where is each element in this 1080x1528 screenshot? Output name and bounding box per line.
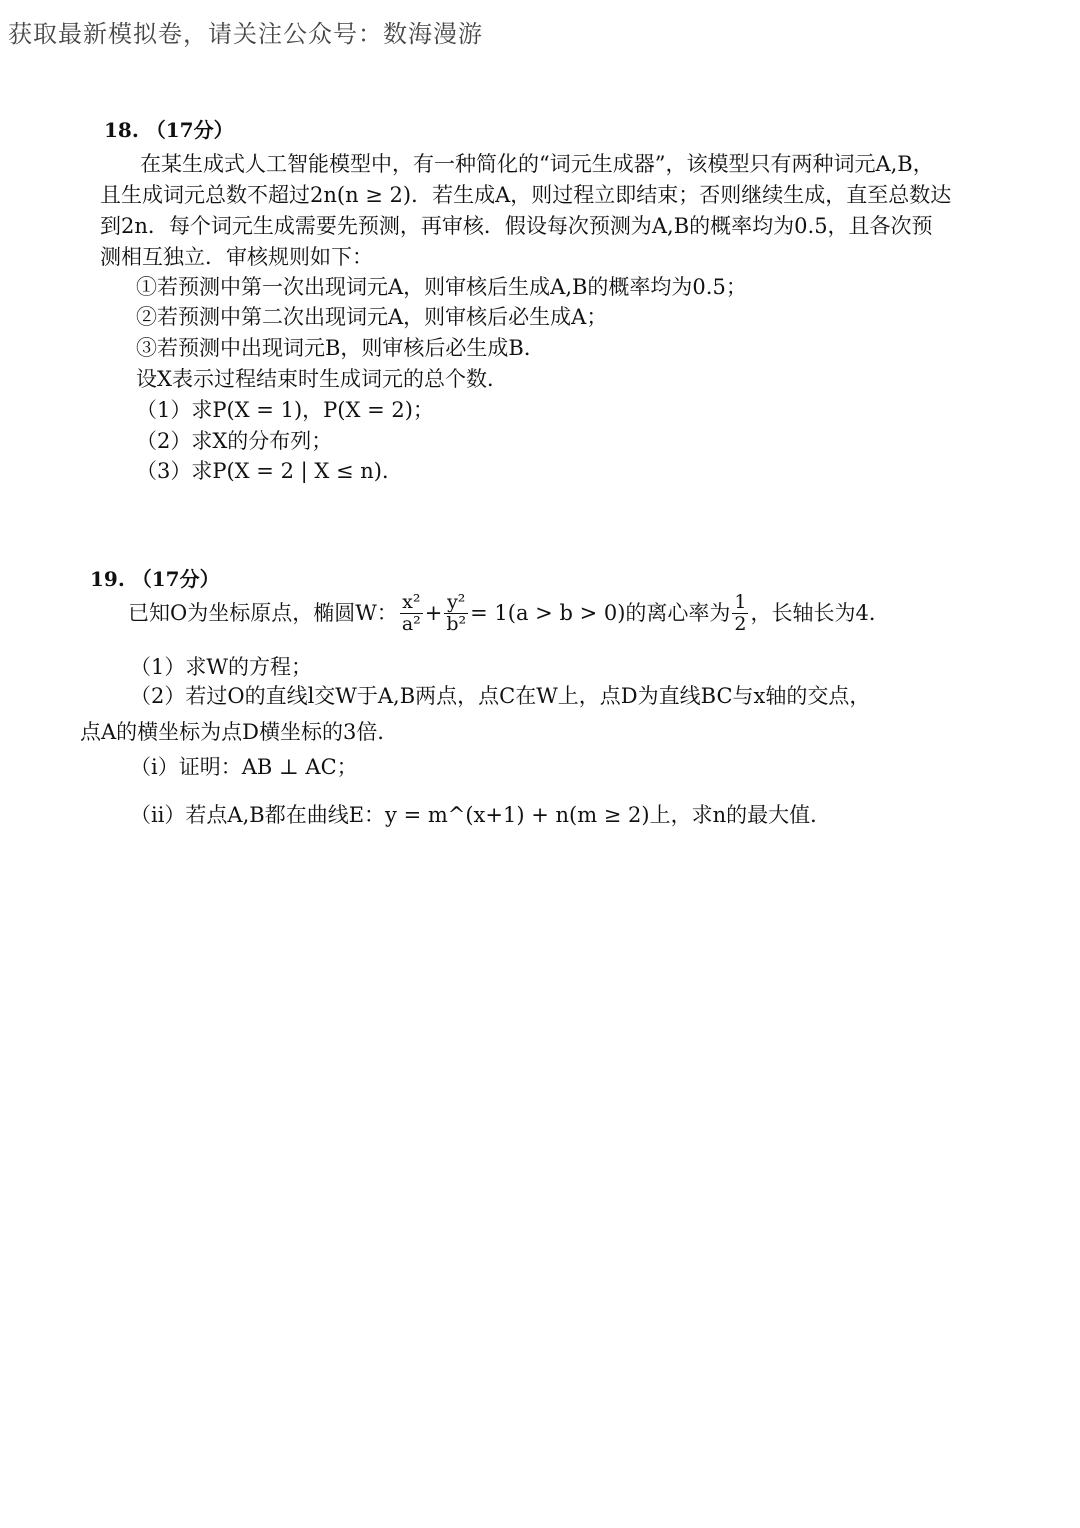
q18-text-line-3: 到2n．每个词元生成需要先预测，再审核．假设每次预测为A,B的概率均为0.5，且各次预 xyxy=(100,214,933,238)
q19-intro-c: ，长轴长为4． xyxy=(750,600,890,625)
q19-intro-a: 已知O为坐标原点，椭圆W： xyxy=(128,600,398,625)
q18-rule-2: ②若预测中第二次出现词元A，则审核后必生成A； xyxy=(136,305,608,329)
fraction-numerator: y² xyxy=(444,592,468,614)
q19-part-2-line-2: 点A的横坐标为点D横坐标的3倍． xyxy=(80,720,399,744)
fraction-denominator: b² xyxy=(446,612,467,635)
fraction-numerator: 1 xyxy=(734,591,747,613)
q18-rule-3: ③若预测中出现词元B，则审核后必生成B． xyxy=(136,336,545,360)
q18-part-1: （1）求P(X = 1)，P(X = 2)； xyxy=(136,398,434,422)
fraction-y2-over-b2 xyxy=(444,592,468,635)
fraction-x2-over-a2 xyxy=(400,592,423,635)
q19-part-1: （1）求W的方程； xyxy=(130,655,312,679)
q19-part-2-i: （ⅰ）证明：AB ⊥ AC； xyxy=(130,755,358,779)
fraction-one-half xyxy=(732,592,748,635)
q18-part-3: （3）求P(X = 2 | X ≤ n)． xyxy=(136,459,403,483)
q18-text-line-1: 在某生成式人工智能模型中，有一种简化的“词元生成器”，该模型只有两种词元A,B， xyxy=(140,152,934,176)
fraction-numerator: x² xyxy=(400,592,423,614)
q18-text-line-2: 且生成词元总数不超过2n(n ≥ 2)．若生成A，则过程立即结束；否则继续生成，直至总数达 xyxy=(100,183,952,207)
header-note: 获取最新模拟卷，请关注公众号：数海漫游 xyxy=(8,20,483,48)
q19-intro-line xyxy=(128,592,890,635)
q18-heading: 18. （17分） xyxy=(104,118,234,142)
plus-sign: + xyxy=(424,600,443,625)
fraction-denominator: a² xyxy=(401,612,421,635)
q19-part-2-ii: （ⅱ）若点A,B都在曲线E：y = m^(x+1) + n(m ≥ 2)上，求n的最大值． xyxy=(130,803,832,827)
q18-part-2: （2）求X的分布列； xyxy=(136,429,333,453)
q19-part-2-line-1: （2）若过O的直线l交W于A,B两点，点C在W上，点D为直线BC与x轴的交点， xyxy=(130,684,871,708)
q19-heading: 19. （17分） xyxy=(90,567,220,591)
q18-definition: 设X表示过程结束时生成词元的总个数． xyxy=(136,367,508,391)
fraction-denominator: 2 xyxy=(734,612,747,635)
q18-rule-1: ①若预测中第一次出现词元A，则审核后生成A,B的概率均为0.5； xyxy=(136,275,747,299)
q19-intro-b: = 1(a > b > 0)的离心率为 xyxy=(470,600,731,625)
q18-text-line-4: 测相互独立．审核规则如下： xyxy=(100,245,373,269)
